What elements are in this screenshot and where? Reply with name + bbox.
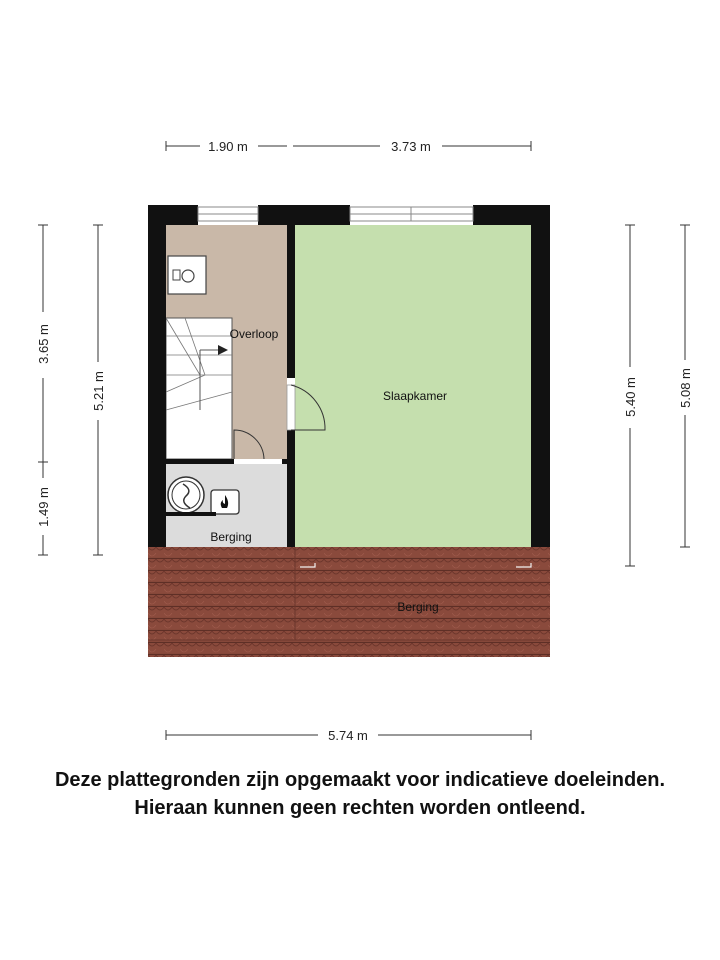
dimension-left-upper	[36, 225, 51, 462]
room-label-berging-roof: Berging	[397, 600, 439, 614]
window-icon	[350, 207, 473, 221]
dimension-right-inner	[623, 225, 638, 566]
dimension-label: 5.21 m	[91, 371, 106, 411]
dimension-label: 5.08 m	[678, 368, 693, 408]
dimension-left-lower	[36, 462, 51, 555]
dimension-label: 5.74 m	[328, 728, 368, 743]
dimension-label: 1.49 m	[36, 487, 51, 527]
room-label-berging: Berging	[210, 530, 252, 544]
disclaimer-line-1: Deze plattegronden zijn opgemaakt voor indicatieve doeleinden.	[54, 769, 666, 791]
washing-machine-icon	[168, 256, 206, 294]
dimension-top-right	[293, 139, 531, 154]
dimension-label: 3.65 m	[36, 324, 51, 364]
window-icon	[198, 207, 258, 221]
room-label-overloop: Overloop	[229, 327, 279, 341]
dimension-label: 3.73 m	[391, 139, 431, 154]
dimension-left-total	[91, 225, 106, 555]
staircase-icon	[166, 318, 232, 459]
dimension-label: 5.40 m	[623, 377, 638, 417]
disclaimer-line-2: Hieraan kunnen geen rechten worden ontleend.	[134, 797, 586, 819]
dimension-label: 1.90 m	[208, 139, 248, 154]
room-label-slaapkamer: Slaapkamer	[382, 389, 448, 403]
dimension-top-left	[166, 139, 287, 154]
dimension-bottom	[166, 728, 531, 743]
boiler-icon	[168, 477, 204, 513]
slaapkamer-floor	[295, 225, 531, 547]
heater-icon	[211, 490, 239, 514]
dimension-right-outer	[678, 225, 693, 547]
